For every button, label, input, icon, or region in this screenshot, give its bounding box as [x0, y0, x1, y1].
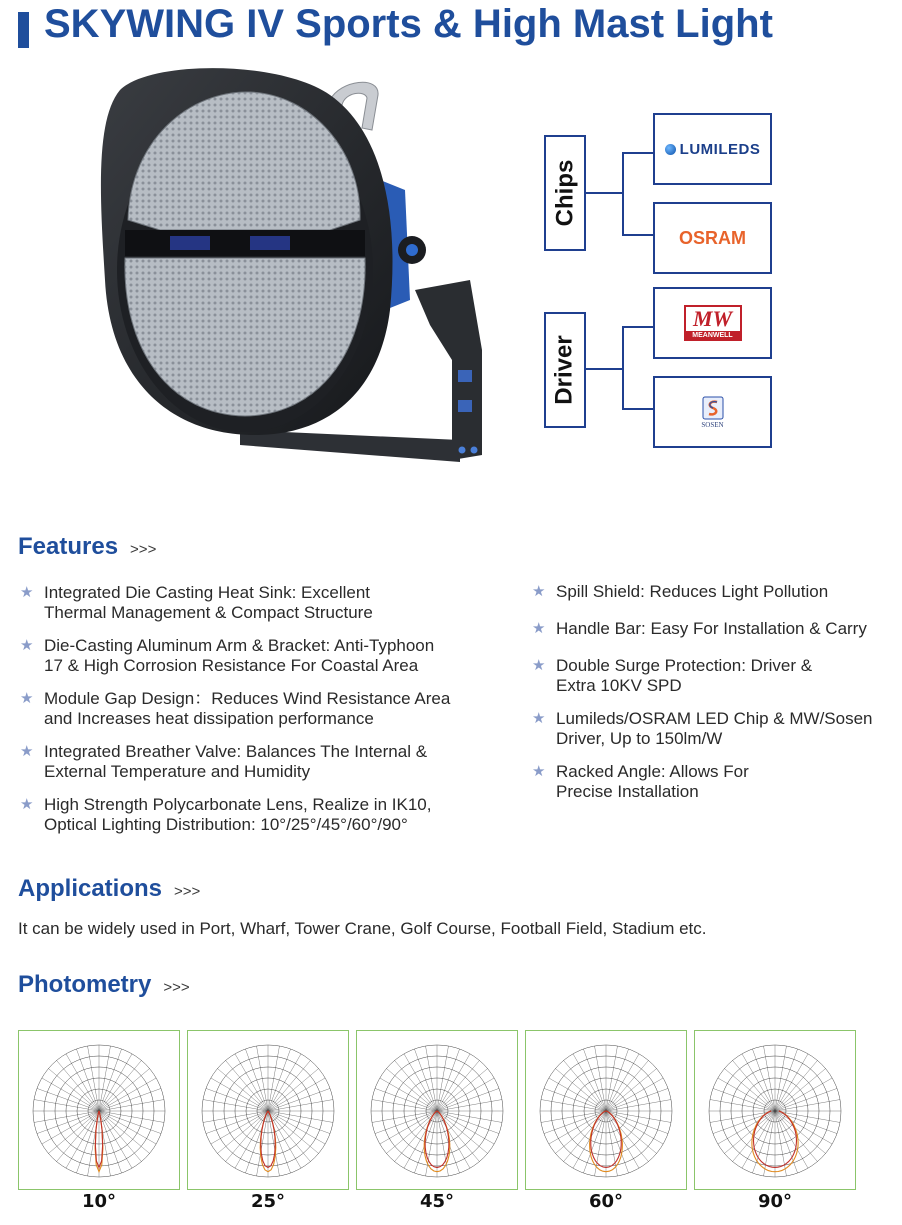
feature-text: High Strength Polycarbonate Lens, Realize in IK10, Optical Lighting Distribution: 10°/25°/45°/60°/90° — [44, 795, 432, 834]
chips-label: Chips — [551, 159, 579, 227]
feature-item — [532, 619, 867, 639]
features-arrows: >>> — [130, 541, 157, 558]
sosen-icon — [702, 396, 724, 420]
star-bullet-icon: ★ — [20, 796, 34, 813]
feature-text: Module Gap Design：Reduces Wind Resistance Area and Increases heat dissipation performance — [44, 689, 451, 728]
lumileds-name: LUMILEDS — [679, 140, 761, 158]
polar-diagram-10 — [18, 1030, 180, 1190]
meanwell-logo — [684, 305, 742, 341]
beam-label: 25° — [250, 1191, 286, 1212]
product-image — [80, 60, 500, 470]
lumileds-dot-icon — [665, 144, 676, 155]
star-bullet-icon: ★ — [20, 637, 34, 654]
applications-title: Applications — [18, 875, 163, 902]
feature-text: Lumileds/OSRAM LED Chip & MW/Sosen Driver, Up to 150lm/W — [556, 709, 873, 748]
sosen-logo-box — [653, 376, 772, 448]
star-bullet-icon: ★ — [532, 620, 546, 637]
lumileds-logo-box — [653, 113, 772, 185]
osram-logo: OSRAM — [679, 227, 746, 248]
star-bullet-icon: ★ — [20, 584, 34, 601]
feature-item — [20, 583, 373, 623]
star-bullet-icon: ★ — [20, 743, 34, 760]
polar-chart-svg — [188, 1031, 348, 1189]
chips-connector-vertical — [622, 152, 624, 236]
photometry-title: Photometry — [18, 971, 152, 998]
feature-item — [532, 709, 873, 749]
feature-text: Die-Casting Aluminum Arm & Bracket: Anti-Typhoon 17 & High Corrosion Resistance For Coastal Area — [44, 636, 435, 675]
lumileds-logo — [665, 141, 761, 158]
driver-connector — [586, 368, 624, 370]
chips-connector — [586, 192, 624, 194]
osram-logo-box — [653, 202, 772, 274]
feature-item — [20, 795, 431, 835]
features-heading — [18, 533, 156, 561]
polar-chart-svg — [19, 1031, 179, 1189]
feature-item — [532, 762, 749, 802]
features-title: Features — [18, 533, 119, 560]
beam-label: 45° — [419, 1191, 455, 1212]
star-bullet-icon: ★ — [532, 583, 546, 600]
driver-connector-bottom — [622, 408, 654, 410]
chips-connector-bottom — [622, 234, 654, 236]
beam-label: 10° — [81, 1191, 117, 1212]
feature-text: Double Surge Protection: Driver & Extra 10KV SPD — [556, 656, 813, 695]
feature-item — [532, 656, 812, 696]
driver-label: Driver — [551, 335, 578, 405]
photometry-heading — [18, 971, 190, 999]
polar-chart-svg — [695, 1031, 855, 1189]
chips-label-box — [544, 135, 586, 251]
star-bullet-icon: ★ — [532, 710, 546, 727]
feature-text: Spill Shield: Reduces Light Pollution — [556, 582, 829, 601]
polar-diagram-60 — [525, 1030, 687, 1190]
applications-text: It can be widely used in Port, Wharf, Tower Crane, Golf Course, Football Field, Stadium etc. — [18, 919, 707, 938]
chips-connector-top — [622, 152, 654, 154]
title-accent-bar — [18, 12, 29, 48]
applications-heading — [18, 875, 200, 903]
driver-connector-top — [622, 326, 654, 328]
driver-connector-vertical — [622, 326, 624, 410]
feature-item — [20, 636, 434, 676]
feature-text: Integrated Die Casting Heat Sink: Excellent Thermal Management & Compact Structure — [44, 583, 373, 622]
polar-diagram-45 — [356, 1030, 518, 1190]
page-title: SKYWING IV Sports & High Mast Light — [44, 2, 773, 46]
feature-item — [20, 689, 450, 729]
beam-label: 60° — [588, 1191, 624, 1212]
beam-label: 90° — [757, 1191, 793, 1212]
star-bullet-icon: ★ — [532, 657, 546, 674]
driver-label-box — [544, 312, 586, 428]
polar-chart-svg — [357, 1031, 517, 1189]
photometry-arrows: >>> — [163, 979, 190, 996]
sosen-name: SOSEN — [701, 420, 724, 429]
star-bullet-icon: ★ — [20, 690, 34, 707]
feature-item — [532, 582, 828, 602]
feature-text: Handle Bar: Easy For Installation & Carry — [556, 619, 867, 638]
meanwell-name: MEANWELL — [684, 331, 742, 341]
meanwell-logo-box — [653, 287, 772, 359]
feature-text: Racked Angle: Allows For Precise Installation — [556, 762, 749, 801]
polar-diagram-25 — [187, 1030, 349, 1190]
meanwell-mark: MW — [684, 305, 742, 331]
feature-text: Integrated Breather Valve: Balances The Internal & External Temperature and Humidity — [44, 742, 428, 781]
polar-chart-svg — [526, 1031, 686, 1189]
feature-item — [20, 742, 427, 782]
applications-arrows: >>> — [174, 883, 201, 900]
polar-diagram-90 — [694, 1030, 856, 1190]
star-bullet-icon: ★ — [532, 763, 546, 780]
